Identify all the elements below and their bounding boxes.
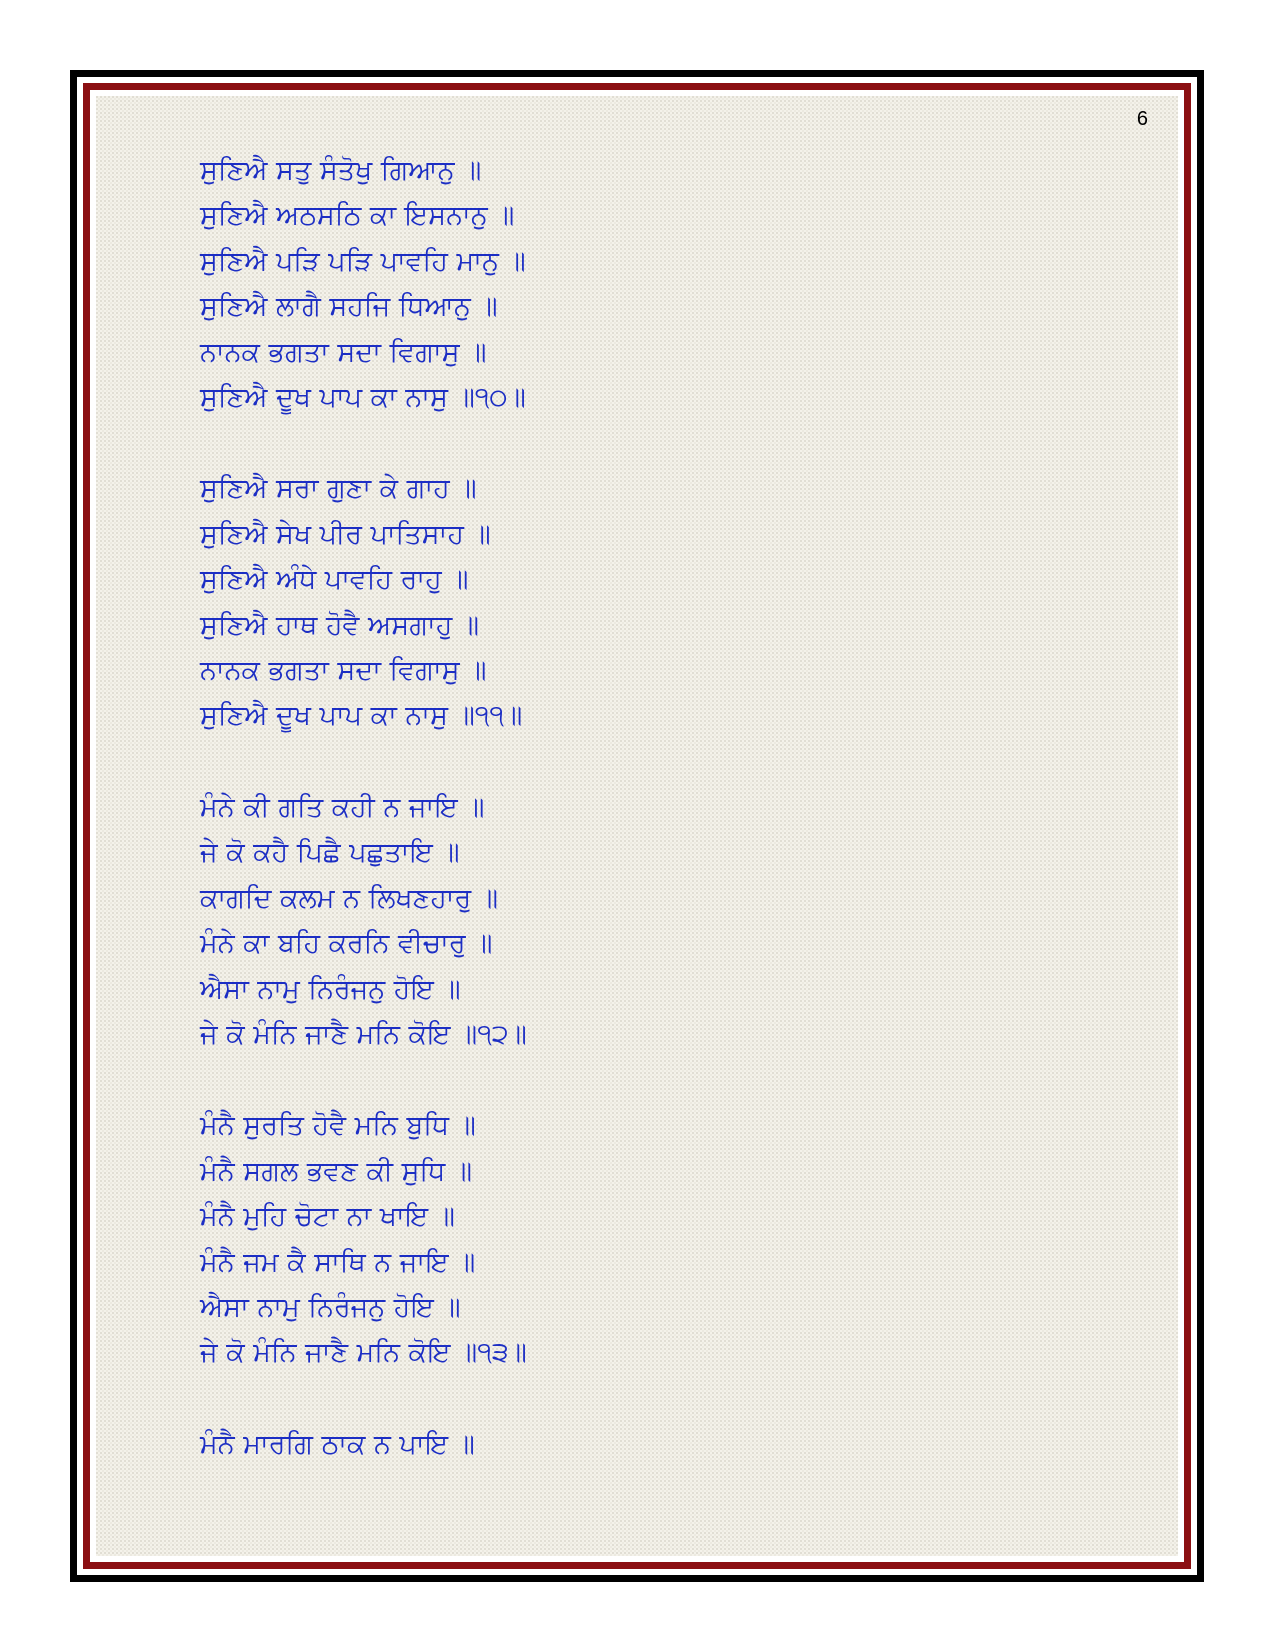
page-border-outer [70,70,1204,1582]
verse-line: ਮੰਨੈ ਸੁਰਤਿ ਹੋਵੈ ਮਨਿ ਬੁਧਿ ॥ [200,1110,476,1142]
verse-line: ਜੇ ਕੋ ਮੰਨਿ ਜਾਣੈ ਮਨਿ ਕੋਇ ॥੧੩॥ [200,1337,527,1369]
page-number: 6 [1136,108,1148,130]
page-content-area [96,96,1178,1556]
page-border-inner [83,83,1191,1569]
verse-line: ਸੁਣਿਐ ਅਠਸਠਿ ਕਾ ਇਸਨਾਨੁ ॥ [200,200,515,232]
verse-line: ਸੁਣਿਐ ਪੜਿ ਪੜਿ ਪਾਵਹਿ ਮਾਨੁ ॥ [200,245,526,277]
stanza-4 [200,1103,1000,1375]
verse-line: ਸੁਣਿਐ ਸੇਖ ਪੀਰ ਪਾਤਿਸਾਹ ॥ [200,518,491,550]
verse-line: ਮੰਨੇ ਕਾ ਬਹਿ ਕਰਨਿ ਵੀਚਾਰੁ ॥ [200,928,493,960]
verse-line: ਸੁਣਿਐ ਸਤੁ ਸੰਤੋਖੁ ਗਿਆਨੁ ॥ [200,155,482,186]
verse-line: ਮੰਨੈ ਮੁਹਿ ਚੋਟਾ ਨਾ ਖਾਇ ॥ [200,1201,455,1233]
verse-line: ਨਾਨਕ ਭਗਤਾ ਸਦਾ ਵਿਗਾਸੁ ॥ [200,655,487,687]
verse-line: ਸੁਣਿਐ ਸਰਾ ਗੁਣਾ ਕੇ ਗਾਹ ॥ [200,473,477,505]
stanza-5 [200,1422,1000,1467]
verse-line: ਕਾਗਦਿ ਕਲਮ ਨ ਲਿਖਣਹਾਰੁ ॥ [200,882,499,914]
verse-line: ਸੁਣਿਐ ਦੂਖ ਪਾਪ ਕਾ ਨਾਸੁ ॥੧੧॥ [200,700,523,732]
verse-line: ਸੁਣਿਐ ਦੂਖ ਪਾਪ ਕਾ ਨਾਸੁ ॥੧੦॥ [200,382,526,414]
verse-line: ਐਸਾ ਨਾਮੁ ਨਿਰੰਜਨੁ ਹੋਇ ॥ [200,973,461,1005]
verse-line: ਮੰਨੈ ਸਗਲ ਭਵਣ ਕੀ ਸੁਧਿ ॥ [200,1155,473,1187]
verse-line: ਐਸਾ ਨਾਮੁ ਨਿਰੰਜਨੁ ਹੋਇ ॥ [200,1291,461,1323]
verse-line: ਮੰਨੇ ਕੀ ਗਤਿ ਕਹੀ ਨ ਜਾਇ ॥ [200,791,485,823]
stanza-1 [200,148,1000,420]
verse-line: ਨਾਨਕ ਭਗਤਾ ਸਦਾ ਵਿਗਾਸੁ ॥ [200,336,487,368]
verse-line: ਮੰਨੈ ਜਮ ਕੈ ਸਾਥਿ ਨ ਜਾਇ ॥ [200,1246,476,1278]
verse-line: ਸੁਣਿਐ ਅੰਧੇ ਪਾਵਹਿ ਰਾਹੁ ॥ [200,564,469,596]
verse-line: ਮੰਨੈ ਮਾਰਗਿ ਠਾਕ ਨ ਪਾਇ ॥ [200,1428,475,1460]
stanza-2 [200,466,1000,738]
verse-line: ਸੁਣਿਐ ਲਾਗੈ ਸਹਜਿ ਧਿਆਨੁ ॥ [200,291,498,323]
verse-line: ਸੁਣਿਐ ਹਾਥ ਹੋਵੈ ਅਸਗਾਹੁ ॥ [200,609,480,641]
verse-line: ਜੇ ਕੋ ਮੰਨਿ ਜਾਣੈ ਮਨਿ ਕੋਇ ॥੧੨॥ [200,1018,527,1050]
stanza-3 [200,785,1000,1057]
verses-container [200,148,1000,1513]
verse-line: ਜੇ ਕੋ ਕਹੈ ਪਿਛੈ ਪਛੁਤਾਇ ॥ [200,837,460,869]
